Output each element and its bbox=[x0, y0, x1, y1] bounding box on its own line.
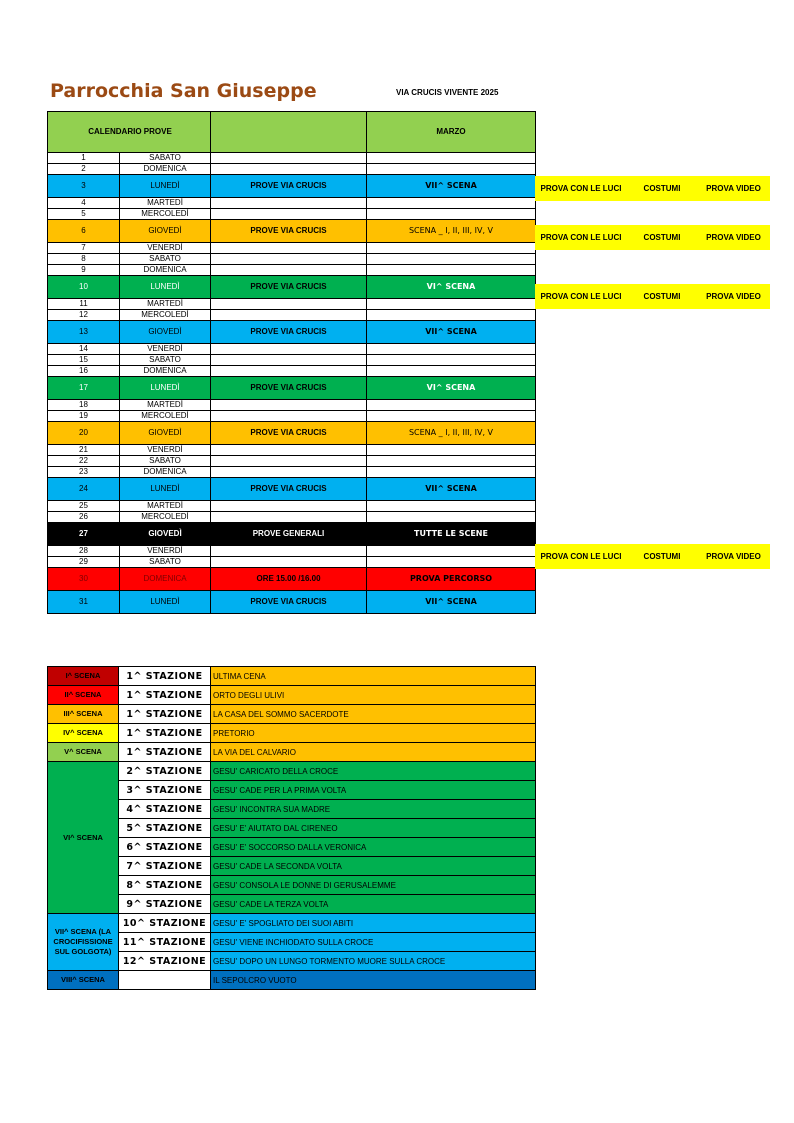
activity bbox=[211, 456, 367, 467]
weekday: VENERDÌ bbox=[120, 344, 211, 355]
scene-label bbox=[367, 456, 536, 467]
day-number: 12 bbox=[48, 310, 120, 321]
legend-desc: GESU' INCONTRA SUA MADRE bbox=[211, 800, 536, 819]
scene-label: SCENA _ I, II, III, IV, V bbox=[367, 220, 536, 243]
calendar-row bbox=[48, 164, 536, 175]
calendar-row bbox=[48, 501, 536, 512]
scene-label bbox=[367, 411, 536, 422]
day-number: 23 bbox=[48, 467, 120, 478]
calendar-row bbox=[48, 299, 536, 310]
scene-label bbox=[367, 265, 536, 276]
day-number: 22 bbox=[48, 456, 120, 467]
activity bbox=[211, 265, 367, 276]
legend-station: 3^ STAZIONE bbox=[119, 781, 211, 800]
extras-row-6 bbox=[535, 225, 770, 250]
calendar-row bbox=[48, 411, 536, 422]
weekday: MERCOLEDÌ bbox=[120, 512, 211, 523]
legend-desc: ULTIMA CENA bbox=[211, 667, 536, 686]
extra-costumi: COSTUMI bbox=[643, 292, 681, 301]
day-number: 29 bbox=[48, 557, 120, 568]
extra-video: PROVA VIDEO bbox=[706, 552, 761, 561]
calendar-row bbox=[48, 478, 536, 501]
page-subtitle: VIA CRUCIS VIVENTE 2025 bbox=[396, 88, 499, 97]
page-title: Parrocchia San Giuseppe bbox=[50, 80, 317, 102]
day-number: 10 bbox=[48, 276, 120, 299]
weekday: DOMENICA bbox=[120, 568, 211, 591]
calendar-row bbox=[48, 445, 536, 456]
legend-station: 1^ STAZIONE bbox=[119, 705, 211, 724]
calendar-row bbox=[48, 591, 536, 614]
scene-label bbox=[367, 512, 536, 523]
activity bbox=[211, 467, 367, 478]
weekday: SABATO bbox=[120, 557, 211, 568]
legend-desc: GESU' CONSOLA LE DONNE DI GERUSALEMME bbox=[211, 876, 536, 895]
legend-row bbox=[48, 819, 536, 838]
legend-row bbox=[48, 857, 536, 876]
legend-desc: GESU' E' AIUTATO DAL CIRENEO bbox=[211, 819, 536, 838]
scene-label: SCENA _ I, II, III, IV, V bbox=[367, 422, 536, 445]
activity bbox=[211, 198, 367, 209]
extras-row-3 bbox=[535, 176, 770, 201]
month-label: MARZO bbox=[367, 112, 536, 153]
calendar-row bbox=[48, 344, 536, 355]
weekday: DOMENICA bbox=[120, 164, 211, 175]
scene-label bbox=[367, 546, 536, 557]
extra-luci: PROVA CON LE LUCI bbox=[540, 292, 622, 301]
legend-desc: LA CASA DEL SOMMO SACERDOTE bbox=[211, 705, 536, 724]
calendar-row bbox=[48, 366, 536, 377]
legend-scene: VIII^ SCENA bbox=[48, 971, 119, 990]
extra-video: PROVA VIDEO bbox=[706, 292, 761, 301]
extra-luci: PROVA CON LE LUCI bbox=[540, 184, 622, 193]
calendar-row bbox=[48, 568, 536, 591]
scene-label bbox=[367, 366, 536, 377]
legend-station: 4^ STAZIONE bbox=[119, 800, 211, 819]
legend-row bbox=[48, 743, 536, 762]
legend-table bbox=[47, 666, 536, 990]
weekday: LUNEDÌ bbox=[120, 478, 211, 501]
activity bbox=[211, 400, 367, 411]
legend-row bbox=[48, 895, 536, 914]
scene-label bbox=[367, 467, 536, 478]
day-number: 27 bbox=[48, 523, 120, 546]
calendar-row bbox=[48, 321, 536, 344]
scene-label bbox=[367, 153, 536, 164]
activity: ORE 15.00 /16.00 bbox=[211, 568, 367, 591]
calendar-row bbox=[48, 265, 536, 276]
activity: PROVE GENERALI bbox=[211, 523, 367, 546]
weekday: LUNEDÌ bbox=[120, 377, 211, 400]
scene-label: VII^ SCENA bbox=[367, 478, 536, 501]
weekday: SABATO bbox=[120, 153, 211, 164]
legend-row bbox=[48, 686, 536, 705]
day-number: 6 bbox=[48, 220, 120, 243]
legend-scene: VI^ SCENA bbox=[48, 762, 119, 914]
activity: PROVE VIA CRUCIS bbox=[211, 276, 367, 299]
legend-desc: GESU' E' SOCCORSO DALLA VERONICA bbox=[211, 838, 536, 857]
day-number: 11 bbox=[48, 299, 120, 310]
calendar-row bbox=[48, 512, 536, 523]
weekday: MERCOLEDÌ bbox=[120, 310, 211, 321]
day-number: 18 bbox=[48, 400, 120, 411]
legend-station: 5^ STAZIONE bbox=[119, 819, 211, 838]
scene-label bbox=[367, 557, 536, 568]
activity bbox=[211, 254, 367, 265]
weekday: MARTEDÌ bbox=[120, 400, 211, 411]
weekday: SABATO bbox=[120, 355, 211, 366]
extra-video: PROVA VIDEO bbox=[706, 233, 761, 242]
activity bbox=[211, 355, 367, 366]
legend-scene: VII^ SCENA (LA CROCIFISSIONE SUL GOLGOTA) bbox=[48, 914, 119, 971]
extras-row-27 bbox=[535, 544, 770, 569]
legend-station: 12^ STAZIONE bbox=[119, 952, 211, 971]
weekday: DOMENICA bbox=[120, 467, 211, 478]
scene-label: PROVA PERCORSO bbox=[367, 568, 536, 591]
legend-row bbox=[48, 876, 536, 895]
activity bbox=[211, 310, 367, 321]
legend-scene: I^ SCENA bbox=[48, 667, 119, 686]
calendar-header-label: CALENDARIO PROVE bbox=[48, 112, 211, 153]
activity bbox=[211, 445, 367, 456]
calendar-row bbox=[48, 310, 536, 321]
calendar-table bbox=[47, 111, 536, 614]
calendar-row bbox=[48, 400, 536, 411]
day-number: 15 bbox=[48, 355, 120, 366]
extra-video: PROVA VIDEO bbox=[706, 184, 761, 193]
legend-desc: ORTO DEGLI ULIVI bbox=[211, 686, 536, 705]
legend-row bbox=[48, 800, 536, 819]
day-number: 1 bbox=[48, 153, 120, 164]
legend-row bbox=[48, 667, 536, 686]
day-number: 5 bbox=[48, 209, 120, 220]
legend-station: 6^ STAZIONE bbox=[119, 838, 211, 857]
calendar-row bbox=[48, 209, 536, 220]
weekday: DOMENICA bbox=[120, 265, 211, 276]
legend-station: 7^ STAZIONE bbox=[119, 857, 211, 876]
legend-scene: IV^ SCENA bbox=[48, 724, 119, 743]
scene-label: VI^ SCENA bbox=[367, 276, 536, 299]
day-number: 19 bbox=[48, 411, 120, 422]
activity bbox=[211, 299, 367, 310]
scene-label: VII^ SCENA bbox=[367, 321, 536, 344]
legend-desc: IL SEPOLCRO VUOTO bbox=[211, 971, 536, 990]
legend-row bbox=[48, 838, 536, 857]
day-number: 24 bbox=[48, 478, 120, 501]
legend-desc: GESU' CARICATO DELLA CROCE bbox=[211, 762, 536, 781]
legend-row bbox=[48, 914, 536, 933]
day-number: 13 bbox=[48, 321, 120, 344]
calendar-row bbox=[48, 422, 536, 445]
activity bbox=[211, 546, 367, 557]
legend-row bbox=[48, 705, 536, 724]
scene-label bbox=[367, 344, 536, 355]
legend-desc: LA VIA DEL CALVARIO bbox=[211, 743, 536, 762]
day-number: 14 bbox=[48, 344, 120, 355]
legend-station: 8^ STAZIONE bbox=[119, 876, 211, 895]
activity bbox=[211, 512, 367, 523]
extra-costumi: COSTUMI bbox=[643, 184, 681, 193]
legend-scene: II^ SCENA bbox=[48, 686, 119, 705]
legend-row bbox=[48, 933, 536, 952]
activity: PROVE VIA CRUCIS bbox=[211, 175, 367, 198]
extra-costumi: COSTUMI bbox=[643, 552, 681, 561]
legend-station bbox=[119, 971, 211, 990]
day-number: 30 bbox=[48, 568, 120, 591]
day-number: 8 bbox=[48, 254, 120, 265]
weekday: SABATO bbox=[120, 456, 211, 467]
day-number: 26 bbox=[48, 512, 120, 523]
activity bbox=[211, 557, 367, 568]
activity: PROVE VIA CRUCIS bbox=[211, 220, 367, 243]
scene-label bbox=[367, 299, 536, 310]
weekday: LUNEDÌ bbox=[120, 276, 211, 299]
day-number: 7 bbox=[48, 243, 120, 254]
day-number: 17 bbox=[48, 377, 120, 400]
legend-desc: GESU' CADE PER LA PRIMA VOLTA bbox=[211, 781, 536, 800]
scene-label: VII^ SCENA bbox=[367, 591, 536, 614]
day-number: 3 bbox=[48, 175, 120, 198]
calendar-row bbox=[48, 467, 536, 478]
scene-label bbox=[367, 355, 536, 366]
weekday: GIOVEDÌ bbox=[120, 220, 211, 243]
legend-station: 1^ STAZIONE bbox=[119, 743, 211, 762]
activity bbox=[211, 344, 367, 355]
extras-row-10 bbox=[535, 284, 770, 309]
legend-scene: III^ SCENA bbox=[48, 705, 119, 724]
scene-label bbox=[367, 445, 536, 456]
extra-luci: PROVA CON LE LUCI bbox=[540, 233, 622, 242]
weekday: VENERDÌ bbox=[120, 445, 211, 456]
activity: PROVE VIA CRUCIS bbox=[211, 422, 367, 445]
activity: PROVE VIA CRUCIS bbox=[211, 591, 367, 614]
day-number: 16 bbox=[48, 366, 120, 377]
calendar-row bbox=[48, 254, 536, 265]
scene-label bbox=[367, 198, 536, 209]
weekday: VENERDÌ bbox=[120, 546, 211, 557]
legend-row bbox=[48, 724, 536, 743]
weekday: MARTEDÌ bbox=[120, 501, 211, 512]
extra-luci: PROVA CON LE LUCI bbox=[540, 552, 622, 561]
legend-row bbox=[48, 781, 536, 800]
weekday: SABATO bbox=[120, 254, 211, 265]
activity: PROVE VIA CRUCIS bbox=[211, 478, 367, 501]
calendar-row bbox=[48, 276, 536, 299]
calendar-header-row bbox=[48, 112, 536, 153]
weekday: GIOVEDÌ bbox=[120, 523, 211, 546]
legend-station: 1^ STAZIONE bbox=[119, 686, 211, 705]
weekday: GIOVEDÌ bbox=[120, 422, 211, 445]
legend-station: 1^ STAZIONE bbox=[119, 667, 211, 686]
day-number: 21 bbox=[48, 445, 120, 456]
calendar-row bbox=[48, 220, 536, 243]
legend-station: 9^ STAZIONE bbox=[119, 895, 211, 914]
calendar-row bbox=[48, 198, 536, 209]
day-number: 2 bbox=[48, 164, 120, 175]
legend-station: 10^ STAZIONE bbox=[119, 914, 211, 933]
legend-desc: GESU' CADE LA SECONDA VOLTA bbox=[211, 857, 536, 876]
weekday: VENERDÌ bbox=[120, 243, 211, 254]
header-spacer bbox=[211, 112, 367, 153]
day-number: 4 bbox=[48, 198, 120, 209]
calendar-row bbox=[48, 456, 536, 467]
activity bbox=[211, 209, 367, 220]
scene-label: VII^ SCENA bbox=[367, 175, 536, 198]
legend-desc: GESU' CADE LA TERZA VOLTA bbox=[211, 895, 536, 914]
activity bbox=[211, 411, 367, 422]
weekday: LUNEDÌ bbox=[120, 591, 211, 614]
day-number: 25 bbox=[48, 501, 120, 512]
legend-desc: GESU' E' SPOGLIATO DEI SUOI ABITI bbox=[211, 914, 536, 933]
scene-label bbox=[367, 400, 536, 411]
activity bbox=[211, 501, 367, 512]
scene-label bbox=[367, 254, 536, 265]
calendar-row bbox=[48, 153, 536, 164]
scene-label bbox=[367, 310, 536, 321]
weekday: MERCOLEDÌ bbox=[120, 209, 211, 220]
activity bbox=[211, 366, 367, 377]
activity bbox=[211, 243, 367, 254]
legend-row bbox=[48, 952, 536, 971]
calendar-row bbox=[48, 355, 536, 366]
calendar-row bbox=[48, 523, 536, 546]
day-number: 28 bbox=[48, 546, 120, 557]
extra-costumi: COSTUMI bbox=[643, 233, 681, 242]
activity bbox=[211, 164, 367, 175]
legend-station: 1^ STAZIONE bbox=[119, 724, 211, 743]
scene-label bbox=[367, 164, 536, 175]
activity bbox=[211, 153, 367, 164]
legend-row bbox=[48, 971, 536, 990]
scene-label bbox=[367, 501, 536, 512]
weekday: DOMENICA bbox=[120, 366, 211, 377]
legend-desc: GESU' VIENE INCHIODATO SULLA CROCE bbox=[211, 933, 536, 952]
weekday: MARTEDÌ bbox=[120, 198, 211, 209]
scene-label bbox=[367, 243, 536, 254]
calendar-row bbox=[48, 557, 536, 568]
activity: PROVE VIA CRUCIS bbox=[211, 321, 367, 344]
calendar-row bbox=[48, 546, 536, 557]
day-number: 20 bbox=[48, 422, 120, 445]
weekday: MERCOLEDÌ bbox=[120, 411, 211, 422]
calendar-row bbox=[48, 175, 536, 198]
calendar-row bbox=[48, 243, 536, 254]
scene-label: TUTTE LE SCENE bbox=[367, 523, 536, 546]
calendar-row bbox=[48, 377, 536, 400]
legend-station: 2^ STAZIONE bbox=[119, 762, 211, 781]
activity: PROVE VIA CRUCIS bbox=[211, 377, 367, 400]
weekday: LUNEDÌ bbox=[120, 175, 211, 198]
legend-desc: GESU' DOPO UN LUNGO TORMENTO MUORE SULLA CROCE bbox=[211, 952, 536, 971]
legend-scene: V^ SCENA bbox=[48, 743, 119, 762]
legend-row bbox=[48, 762, 536, 781]
day-number: 9 bbox=[48, 265, 120, 276]
legend-station: 11^ STAZIONE bbox=[119, 933, 211, 952]
legend-desc: PRETORIO bbox=[211, 724, 536, 743]
scene-label bbox=[367, 209, 536, 220]
scene-label: VI^ SCENA bbox=[367, 377, 536, 400]
weekday: MARTEDÌ bbox=[120, 299, 211, 310]
weekday: GIOVEDÌ bbox=[120, 321, 211, 344]
day-number: 31 bbox=[48, 591, 120, 614]
